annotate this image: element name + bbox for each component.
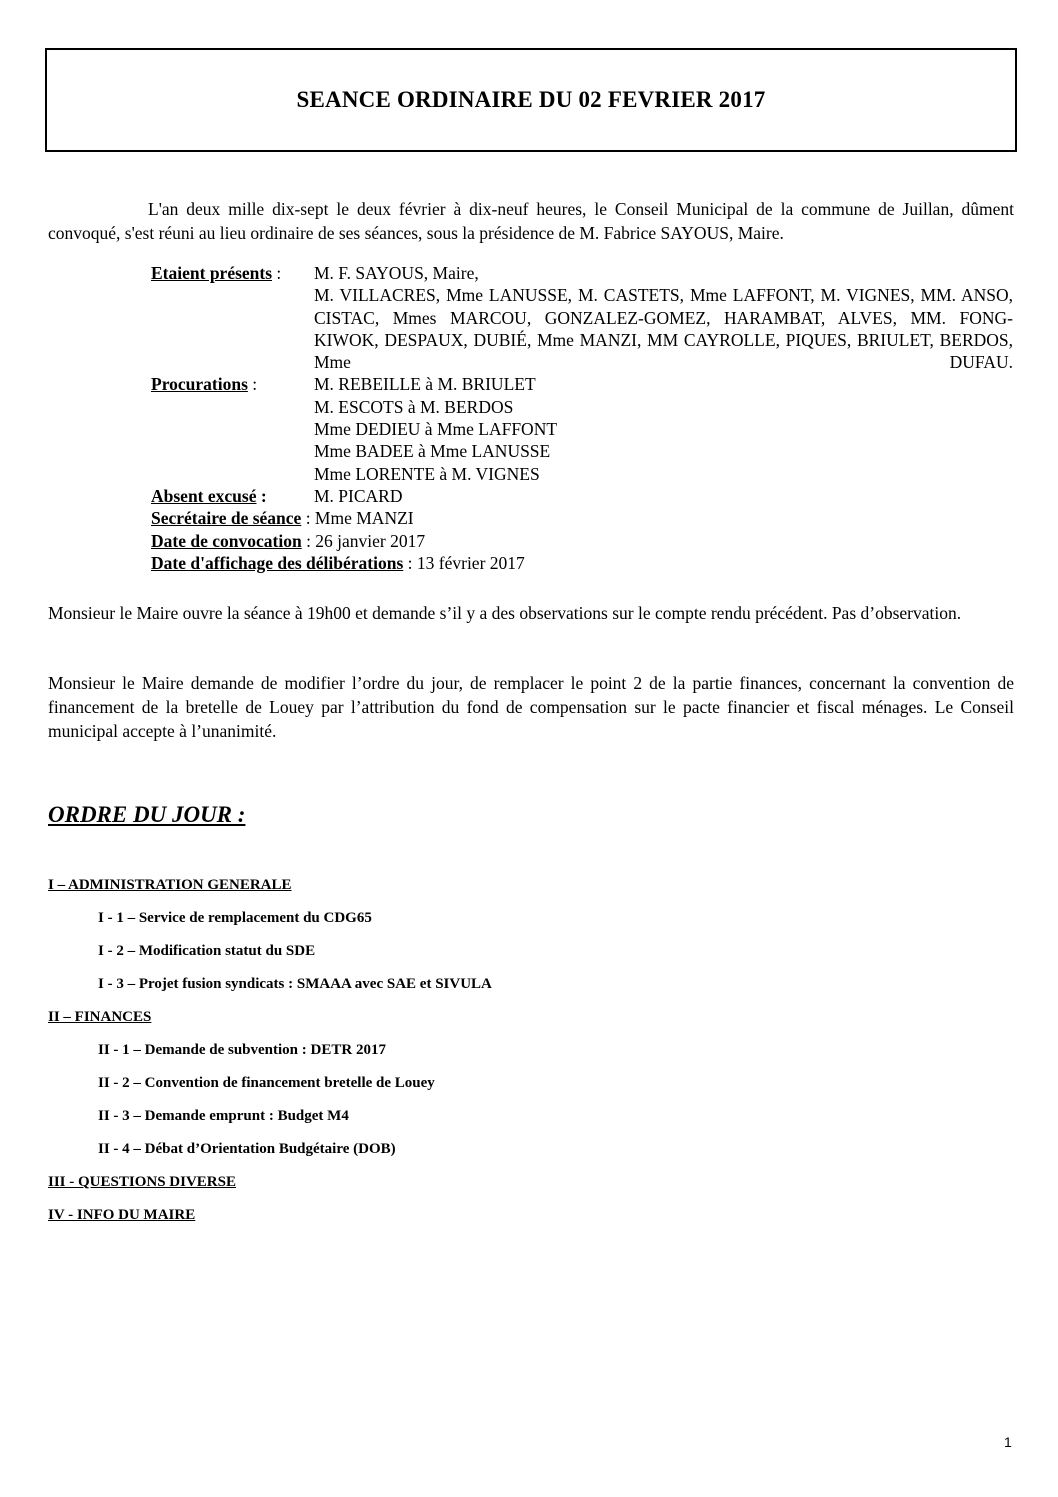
proxies-row: Procurations : M. REBEILLE à M. BRIULET M. ESCOTS à M. BERDOS Mme DEDIEU à Mme LAFFONT Mme BADEE à Mme LANUSSE Mme LORENTE à M. VIGNES [151,373,1013,484]
title-box [45,48,1017,152]
page-title: SEANCE ORDINAIRE DU 02 FEVRIER 2017 [296,87,766,112]
absent-label: Absent excusé [151,485,257,506]
agenda-item: II - 4 – Débat d’Orientation Budgétaire (DOB) [98,1141,396,1157]
agenda-item: II - 1 – Demande de subvention : DETR 2017 [98,1042,386,1058]
proxy-item: M. ESCOTS à M. BERDOS [314,396,514,417]
present-line-mayor: M. F. SAYOUS, Maire, [314,263,479,283]
agenda-item: I - 2 – Modification statut du SDE [98,943,316,959]
absent-value: M. PICARD [314,485,403,506]
agenda-list [48,872,1008,1235]
agenda-item: II - 3 – Demande emprunt : Budget M4 [98,1108,349,1124]
intro-paragraph: L'an deux mille dix-sept le deux février à dix-neuf heures, le Conseil Municipal de la commune de Juillan, dûment convoqué, s'est réuni au lieu ordinaire de ses séances, sous la présidence de M. Fabrice SAYOUS, Maire. [48,199,1014,243]
secretary-line [151,507,1013,529]
convocation-value: : 26 janvier 2017 [301,530,426,551]
display-date-value: : 13 février 2017 [403,552,525,573]
agenda-section-admin: I – ADMINISTRATION GENERALE [48,877,292,893]
secretary-label: Secrétaire de séance [151,508,302,529]
absent-row: Absent excusé : M. PICARD [151,485,1013,507]
convocation-label: Date de convocation [151,530,302,551]
agenda-item: II - 2 – Convention de financement bretelle de Louey [98,1075,435,1091]
display-date-line [151,552,1013,574]
agenda-item: I - 1 – Service de remplacement du CDG65 [98,910,372,926]
agenda-change-paragraph: Monsieur le Maire demande de modifier l’ordre du jour, de remplacer le point 2 de la partie finances, concernant la convention de financement de la bretelle de Louey par l’attribution du fond de compensation sur le pacte financier et fiscal ménages. Le Conseil municipal accepte à l’unanimité. [48,673,1014,741]
opening-paragraph: Monsieur le Maire ouvre la séance à 19h00 et demande s’il y a des observations sur le compte rendu précédent. Pas d’observation. [48,603,962,623]
agenda-title: ORDRE DU JOUR : [48,802,246,827]
display-date-label: Date d'affichage des délibérations [151,552,404,573]
agenda-section-info: IV - INFO DU MAIRE [48,1207,196,1223]
agenda-item: I - 3 – Projet fusion syndicats : SMAAA avec SAE et SIVULA [98,976,492,992]
proxy-item: M. REBEILLE à M. BRIULET [314,374,536,395]
proxy-item: Mme DEDIEU à Mme LAFFONT [314,419,558,440]
present-label: Etaient présents [151,263,273,283]
page-number: 1 [1004,1434,1012,1450]
agenda-section-questions: III - QUESTIONS DIVERSE [48,1174,236,1190]
agenda-section-finances: II – FINANCES [48,1009,152,1025]
attendance-block [151,262,1013,574]
present-row: Etaient présents : M. F. SAYOUS, Maire, M. VILLACRES, Mme LANUSSE, M. CASTETS, Mme LAFFONT, M. VIGNES, MM. ANSO, CISTAC, Mmes MARCOU, GONZALEZ-GOMEZ, HARAMBAT, ALVES, MM. FONG-KIWOK, DESPAUX, DUBIÉ, Mme MANZI, MM CAYROLLE, PIQUES, BRIULET, BERDOS, Mme DUFAU. [151,263,1013,373]
convocation-line [151,530,1013,552]
secretary-value: : Mme MANZI [301,508,414,529]
present-line-members: M. VILLACRES, Mme LANUSSE, M. CASTETS, Mme LAFFONT, M. VIGNES, MM. ANSO, CISTAC, Mmes MARCOU, GONZALEZ-GOMEZ, HARAMBAT, ALVES, MM. FONG-KIWOK, DESPAUX, DUBIÉ, Mme MANZI, MM CAYROLLE, PIQUES, BRIULET, BERDOS, Mme DUFAU. [314,285,1013,373]
proxies-label: Procurations [151,374,248,395]
proxy-item: Mme LORENTE à M. VIGNES [314,463,540,484]
proxy-item: Mme BADEE à Mme LANUSSE [314,441,551,462]
